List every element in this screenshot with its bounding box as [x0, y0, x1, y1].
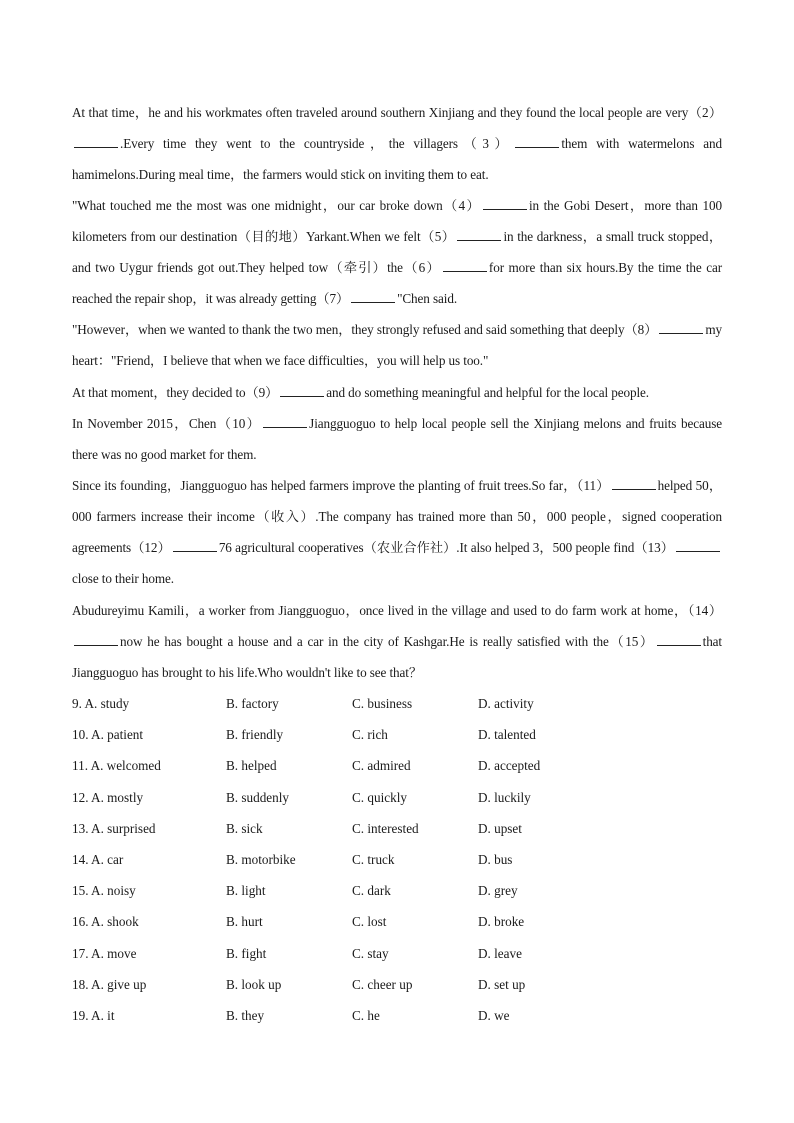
question-row — [72, 881, 722, 901]
option-a: 18. A. give up — [72, 976, 147, 992]
option-a: 19. A. it — [72, 1008, 115, 1023]
answer-blank — [173, 541, 217, 552]
question-row — [72, 725, 722, 745]
passage-text: "What touched me the most was one midnight，our car broke down（4） — [72, 198, 481, 213]
option-a: 17. A. move — [72, 945, 137, 961]
question-row — [72, 1006, 722, 1026]
passage-paragraph — [72, 314, 722, 376]
passage-text: my heart："Friend，I believe that when we face difficulties，you will help us too." — [72, 322, 722, 369]
option-b: B. light — [226, 883, 266, 899]
option-d: D. we — [478, 1008, 510, 1023]
passage-text: them with watermelons and hamimelons.During meal time，the farmers would stick on inviting them to eat. — [72, 136, 722, 183]
question-row — [72, 850, 722, 870]
passage-text: for more than six hours.By the time the car reached the repair shop，it was already getting（7） — [72, 260, 722, 307]
question-row — [72, 756, 722, 776]
option-c: C. truck — [352, 852, 395, 867]
option-a: 10. A. patient — [72, 727, 144, 743]
option-c: C. business — [352, 696, 413, 711]
passage-text: At that time，he and his workmates often traveled around southern Xinjiang and they found the local people are very（2） — [72, 105, 722, 120]
passage-text: that Jiangguoguo has brought to his life.Who wouldn't like to see that？ — [72, 634, 722, 681]
passage-text: 76 agricultural cooperatives（农业合作社）.It also helped 3，500 people find（13） — [218, 540, 674, 556]
option-b: B. sick — [226, 820, 263, 836]
option-c: C. rich — [352, 727, 388, 743]
option-d: D. talented — [478, 727, 536, 743]
option-a: 16. A. shook — [72, 914, 139, 930]
option-c: C. quickly — [352, 789, 407, 805]
answer-blank — [483, 199, 527, 210]
option-d: D. broke — [478, 914, 525, 930]
passage-text: "Chen said. — [397, 291, 458, 307]
option-d: D. leave — [478, 945, 522, 961]
option-b: B. motorbike — [226, 852, 296, 867]
passage-text: Since its founding，Jiangguoguo has helped farmers improve the planting of fruit trees.So far，（11） — [72, 478, 610, 493]
passage-text: helped 50，000 farmers increase their income（收入）.The company has trained more than 50，000 people，signed cooperation agreements（12） — [72, 478, 722, 556]
option-a: 15. A. noisy — [72, 883, 136, 899]
answer-blank — [676, 541, 720, 552]
answer-blank — [515, 137, 559, 148]
question-row — [72, 944, 722, 964]
question-row — [72, 975, 722, 995]
passage-text: close to their home. — [72, 571, 175, 587]
passage-paragraph — [72, 470, 722, 594]
option-c: C. admired — [352, 758, 411, 774]
option-b: B. friendly — [226, 727, 284, 743]
passage-text: At that moment，they decided to（9） — [72, 385, 279, 400]
passage-paragraph — [72, 97, 722, 190]
option-b: B. fight — [226, 945, 267, 961]
option-d: D. grey — [478, 883, 518, 899]
passage-text: In November 2015，Chen（10） — [72, 416, 262, 431]
option-c: C. he — [352, 1008, 380, 1023]
passage-text: .Every time they went to the countryside，the villagers（3） — [120, 136, 514, 152]
passage-text: in the Gobi Desert，more than 100 kilometers from our destination（目的地）Yarkant.When we felt（5） — [72, 198, 723, 245]
answer-blank — [74, 635, 118, 646]
option-d: D. activity — [478, 696, 534, 711]
question-row — [72, 912, 722, 932]
option-c: C. stay — [352, 945, 389, 961]
option-a: 9. A. study — [72, 696, 130, 711]
option-d: D. set up — [478, 976, 526, 992]
question-row — [72, 788, 722, 808]
option-c: C. lost — [352, 914, 387, 930]
passage-text: in the darkness，a small truck stopped，and two Uygur friends got out.They helped tow（牵引）the（6） — [72, 229, 722, 276]
passage-text: and do something meaningful and helpful for the local people. — [326, 385, 649, 400]
passage-text: "However，when we wanted to thank the two men，they strongly refused and said something that deeply（8） — [72, 322, 658, 337]
option-b: B. suddenly — [226, 789, 290, 805]
answer-blank — [263, 417, 307, 428]
option-c: C. dark — [352, 883, 391, 899]
passage-text: Jiangguoguo to help local people sell the Xinjiang melons and fruits because there was no good market for them. — [72, 416, 722, 463]
passage-paragraph — [72, 408, 722, 470]
answer-blank — [657, 635, 701, 646]
option-a: 14. A. car — [72, 852, 124, 867]
answer-blank — [351, 292, 395, 303]
question-row — [72, 819, 722, 839]
answer-blank — [443, 261, 487, 272]
option-b: B. look up — [226, 976, 282, 992]
option-d: D. luckily — [478, 789, 531, 805]
option-d: D. accepted — [478, 758, 541, 774]
passage-text: now he has bought a house and a car in the city of Kashgar.He is really satisfied with the（15） — [120, 634, 655, 650]
option-a: 12. A. mostly — [72, 789, 144, 805]
option-b: B. hurt — [226, 914, 263, 930]
option-c: C. cheer up — [352, 976, 413, 992]
option-a: 13. A. surprised — [72, 820, 156, 836]
answer-blank — [457, 230, 501, 241]
answer-blank — [280, 386, 324, 397]
option-d: D. upset — [478, 820, 522, 836]
answer-blank — [612, 479, 656, 490]
option-a: 11. A. welcomed — [72, 758, 161, 774]
passage-paragraph — [72, 190, 722, 314]
question-row — [72, 694, 722, 714]
option-b: B. factory — [226, 696, 279, 711]
passage-text: Abudureyimu Kamili，a worker from Jiangguoguo，once lived in the village and used to do farm work at home，（14） — [72, 603, 722, 618]
passage-paragraph — [72, 595, 722, 688]
passage-paragraph — [72, 377, 722, 408]
option-b: B. they — [226, 1008, 265, 1023]
answer-blank — [74, 137, 118, 148]
option-d: D. bus — [478, 852, 513, 867]
option-c: C. interested — [352, 820, 419, 836]
option-b: B. helped — [226, 758, 277, 774]
answer-blank — [659, 323, 703, 334]
